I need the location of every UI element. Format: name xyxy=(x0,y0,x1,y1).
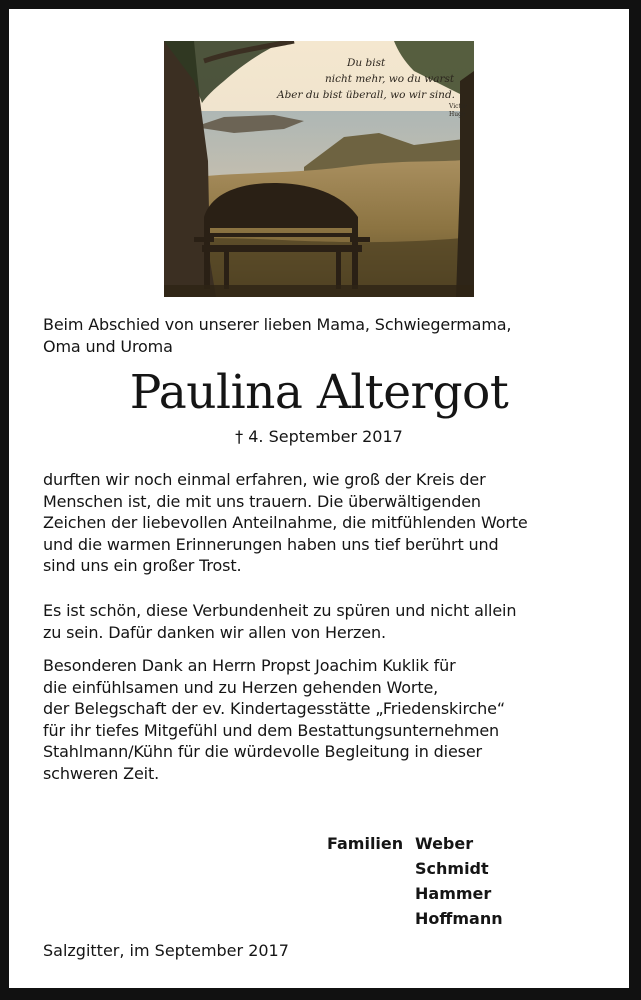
poem-line: Aber du bist überall, wo wir sind. xyxy=(277,89,456,101)
thanks-paragraph-1 xyxy=(43,469,603,577)
family-name: Hammer xyxy=(415,884,492,903)
poem-overlay xyxy=(207,55,469,119)
paragraph-line: Besonderen Dank an Herrn Propst Joachim Kuklik für xyxy=(43,656,456,675)
signature-label: Familien xyxy=(327,834,404,853)
thanks-paragraph-3 xyxy=(43,655,603,784)
family-signature xyxy=(327,831,503,931)
paragraph-line: der Belegschaft der ev. Kindertagesstätte „Friedenskirche“ xyxy=(43,699,505,718)
paragraph-line: die einfühlsamen und zu Herzen gehenden Worte, xyxy=(43,677,439,697)
paragraph-line: zu sein. Dafür danken wir allen von Herzen. xyxy=(43,622,386,642)
family-name: Hoffmann xyxy=(415,909,503,928)
paragraph-line: Es ist schön, diese Verbundenheit zu spüren und nicht allein xyxy=(43,601,517,620)
poem-line: nicht mehr, wo du warst xyxy=(325,73,455,85)
paragraph-line: für ihr tiefes Mitgefühl und dem Bestattungsunternehmen xyxy=(43,720,500,740)
paragraph-line: durften wir noch einmal erfahren, wie groß der Kreis der xyxy=(43,470,486,489)
intro-line: Oma und Uroma xyxy=(43,336,173,356)
place-date-line: Salzgitter, im September 2017 xyxy=(43,941,289,960)
paragraph-line: sind uns ein großer Trost. xyxy=(43,556,242,575)
thanks-paragraph-2 xyxy=(43,600,603,643)
paragraph-line: und die warmen Erinnerungen haben uns tief berührt und xyxy=(43,534,499,554)
intro-line: Beim Abschied von unserer lieben Mama, Schwiegermama, xyxy=(43,315,512,334)
poem-line: Du bist xyxy=(347,57,386,69)
poem-author: Victor Hugo xyxy=(449,103,468,118)
family-name: Schmidt xyxy=(415,859,489,878)
family-names xyxy=(415,831,503,931)
family-name: Weber xyxy=(415,834,474,853)
paragraph-line: Zeichen der liebevollen Anteilnahme, die mitfühlenden Worte xyxy=(43,513,528,532)
deceased-name: Paulina Altergot xyxy=(129,365,509,420)
bench-lake-photo xyxy=(164,41,474,297)
death-date: † 4. September 2017 xyxy=(235,427,403,446)
intro-text xyxy=(43,314,603,357)
obituary-card xyxy=(9,9,629,988)
paragraph-line: schweren Zeit. xyxy=(43,763,160,783)
paragraph-line: Stahlmann/Kühn für die würdevolle Begleitung in dieser xyxy=(43,742,482,761)
paragraph-line: Menschen ist, die mit uns trauern. Die überwältigenden xyxy=(43,491,481,511)
